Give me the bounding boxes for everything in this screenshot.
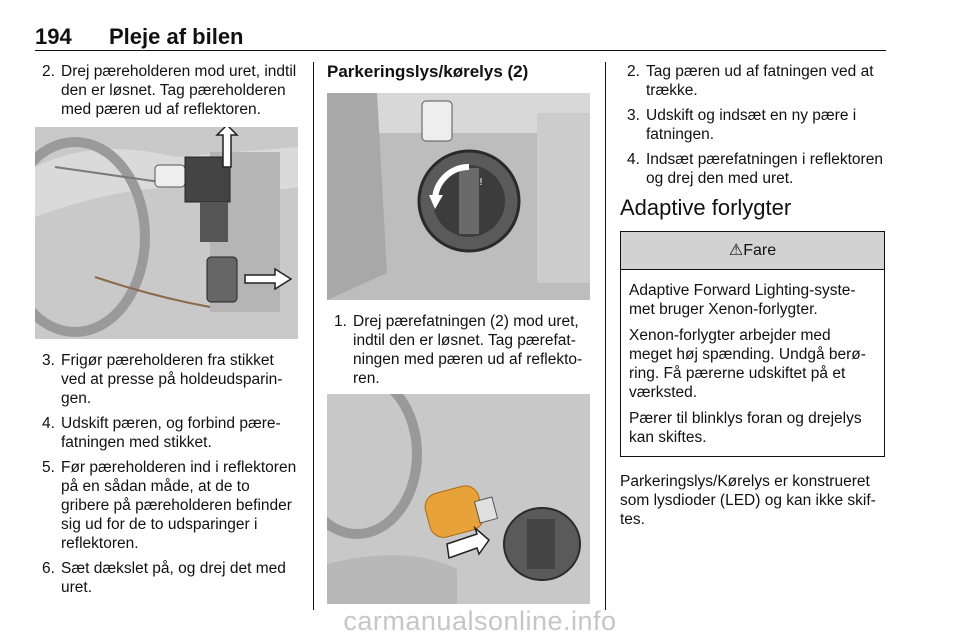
steps-list-d: [620, 62, 886, 188]
list-item: 2. Tag pæren ud af fatningen ved at trække.: [627, 63, 874, 99]
svg-text:!: !: [479, 177, 484, 188]
warning-paragraph: Pærer til blinklys foran og drejelys kan skiftes.: [629, 410, 862, 446]
steps-list-a: [35, 62, 300, 119]
list-item: 4. Udskift pæren, og forbind pærefatningen med stikket.: [42, 415, 281, 451]
list-item: 6. Sæt dækslet på, og drej det med uret.: [42, 560, 286, 596]
warning-box: [620, 231, 885, 457]
warning-body: [621, 270, 884, 456]
list-item: 3. Udskift og indsæt en ny pære i fatningen.: [627, 107, 857, 143]
steps-list-b: [35, 351, 300, 597]
column-divider-2: [605, 62, 606, 610]
page-title: Pleje af bilen: [109, 24, 244, 49]
column-divider-1: [313, 62, 314, 610]
bulb-pull-diagram: [327, 394, 590, 604]
warning-triangle-icon: ⚠: [728, 242, 744, 259]
note-text: Parkeringslys/Kørelys er konstrueret som lysdioder (LED) og kan ikke skiftes.: [620, 473, 876, 528]
column-3: [620, 62, 886, 529]
warning-paragraph: Adaptive Forward Lighting-systemet bruger Xenon-forlygter.: [629, 282, 856, 318]
section-heading: Parkeringslys/kørelys (2): [327, 62, 529, 81]
column-1: [35, 62, 300, 603]
warning-header: [621, 232, 884, 270]
list-item: 4. Indsæt pærefatningen i reflektoren og drej den med uret.: [627, 151, 883, 187]
section-heading-adaptive: Adaptive forlygter: [620, 195, 792, 220]
list-item: 1. Drej pærefatningen (2) mod uret, indtil den er løsnet. Tag pærefatningen med pæren ud af reflektoren.: [334, 313, 583, 387]
page-number: 194: [35, 24, 72, 49]
column-2: [327, 62, 592, 604]
bulb-socket-rotate-diagram: [327, 93, 590, 300]
list-item: 5. Før pæreholderen ind i reflektoren på en sådan måde, at de to gribere på pæreholderen befinder sig ud for de to udsparinger i reflektoren.: [42, 459, 297, 552]
warning-paragraph: Xenon-forlygter arbejder med meget høj spænding. Undgå berøring. Få pærerne udskiftet på et værksted.: [629, 327, 866, 401]
steps-list-c: [327, 312, 592, 388]
list-item: 3. Frigør pæreholderen fra stikket ved at presse på holdeudsparingen.: [42, 352, 283, 407]
header-divider: [35, 50, 886, 51]
bulb-holder-diagram: [35, 127, 298, 339]
list-item: 2. Drej pæreholderen mod uret, indtil den er løsnet. Tag pæreholderen med pæren ud af reflektoren.: [42, 63, 297, 118]
watermark: carmanualsonline.info: [343, 606, 617, 636]
warning-title: Fare: [743, 242, 777, 259]
